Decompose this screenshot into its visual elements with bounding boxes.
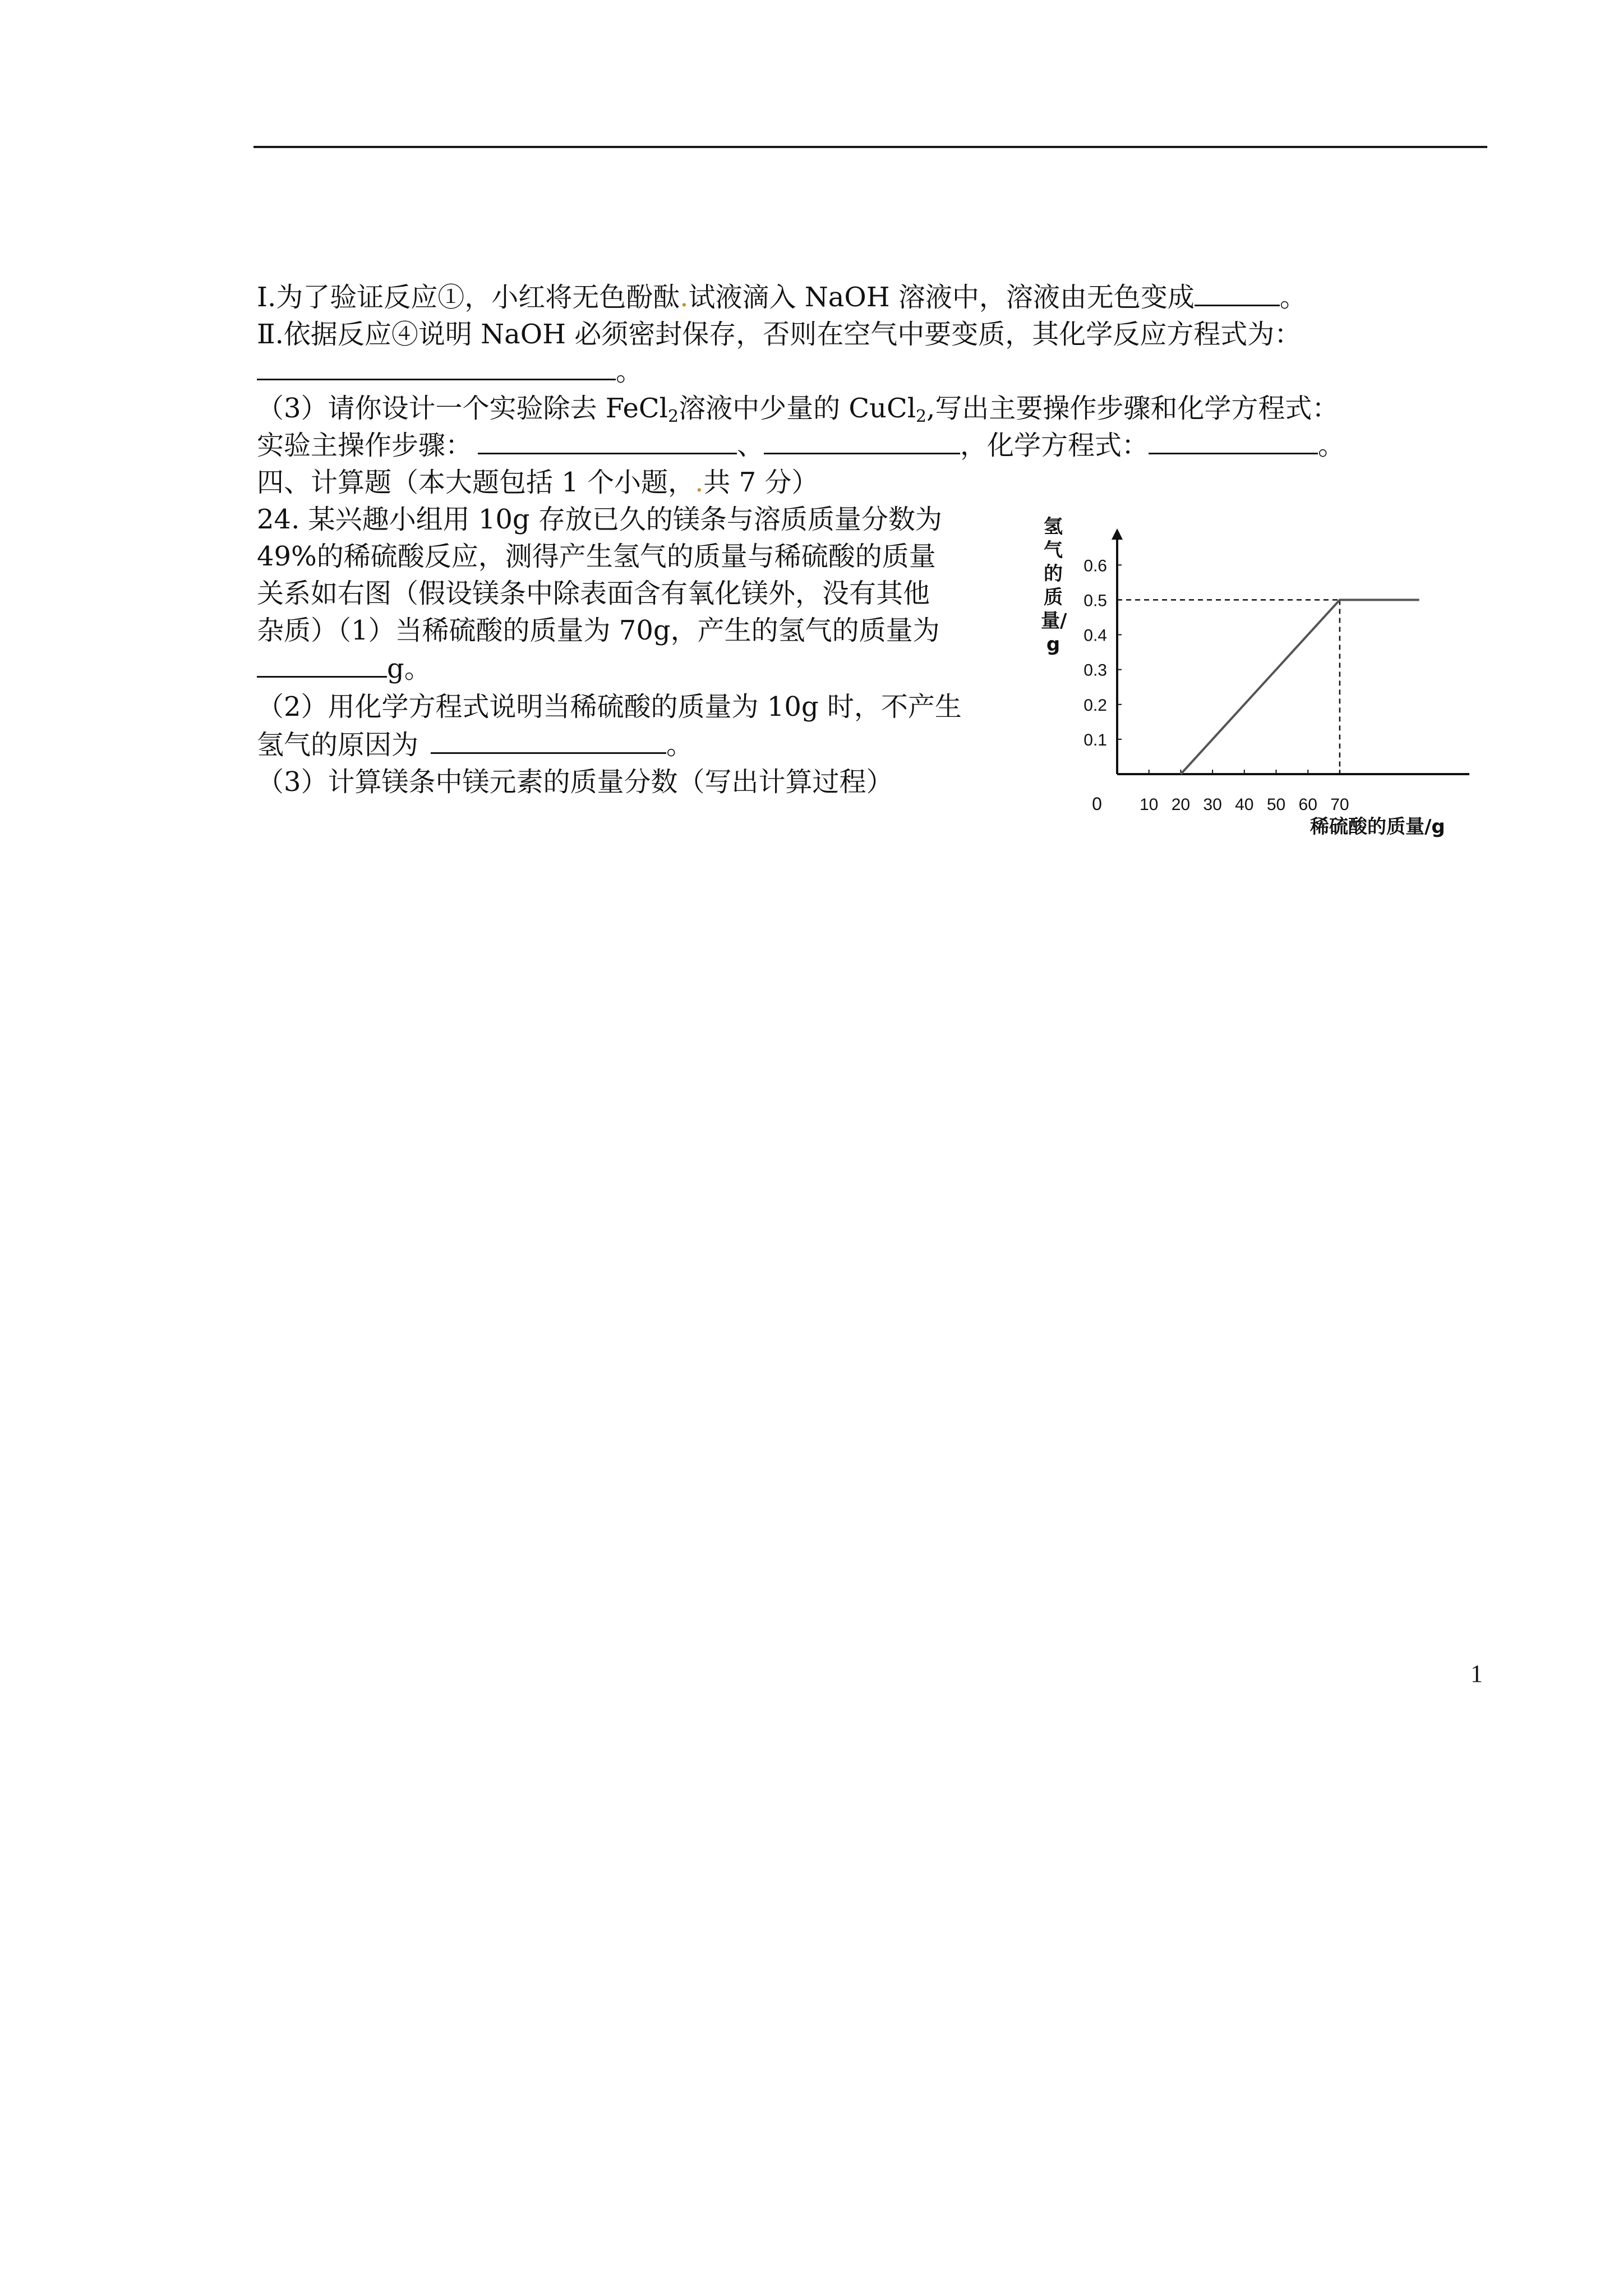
text-segment: 。 <box>616 356 643 387</box>
chart-y-axis-title: 氢气的质量/g <box>1041 516 1067 656</box>
text-segment: ,写出主要操作步骤和化学方程式： <box>926 393 1339 424</box>
subscript: 2 <box>667 407 679 426</box>
problem-24-line-2: 49%的稀硫酸反应，测得产生氢气的质量与稀硫酸的质量 <box>257 541 936 572</box>
page-number: 1 <box>1470 1660 1483 1687</box>
chart-x-tick-label: 50 <box>1266 795 1286 814</box>
chart-x-tick-label: 10 <box>1140 795 1159 814</box>
text-segment: 四、计算题（本大题包括 1 个小题， <box>257 467 695 498</box>
question-line-3 <box>257 355 643 388</box>
section-heading <box>257 466 818 499</box>
chart-layer <box>1083 528 1469 814</box>
problem-24-line-1: 24. 某兴趣小组用 10g 存放已久的镁条与溶质质量分数为 <box>257 504 942 535</box>
chart-x-tick-label: 60 <box>1298 795 1317 814</box>
chart-x-tick-label: 20 <box>1171 795 1191 814</box>
question-line-1 <box>257 280 1307 314</box>
chart-y-axis-arrow <box>1112 528 1123 540</box>
chart-y-tick-label: 0.2 <box>1083 696 1107 715</box>
hydrogen-mass-chart <box>998 505 1469 853</box>
text-segment: 。 <box>666 729 694 761</box>
subscript: 2 <box>916 407 927 426</box>
problem-24-line-7 <box>257 728 693 762</box>
stray-dot: . <box>680 282 689 313</box>
answer-blank[interactable] <box>431 729 666 754</box>
answer-blank[interactable] <box>764 429 960 454</box>
problem-24-line-8: （3）计算镁条中镁元素的质量分数（写出计算过程） <box>257 766 893 798</box>
chart-x-axis-title: 稀硫酸的质量/g <box>1310 816 1445 838</box>
text-segment: （3）请你设计一个实验除去 FeCl <box>257 393 668 424</box>
answer-blank[interactable] <box>1195 281 1280 306</box>
stray-dot: . <box>695 467 704 498</box>
text-segment: 试液滴入 NaOH 溶液中，溶液由无色变成 <box>688 282 1195 313</box>
answer-blank[interactable] <box>1149 429 1318 454</box>
problem-24-line-6: （2）用化学方程式说明当稀硫酸的质量为 10g 时，不产生 <box>257 691 962 723</box>
chart-y-tick-label: 0.4 <box>1083 626 1107 645</box>
answer-blank[interactable] <box>257 355 616 380</box>
problem-24-line-3: 关系如右图（假设镁条中除表面含有氧化镁外，没有其他 <box>257 578 930 609</box>
text-segment: Ⅰ.为了验证反应①，小红将无色酚酞 <box>257 282 680 313</box>
chart-x-tick-label: 30 <box>1203 795 1222 814</box>
text-segment: 实验主操作步骤： <box>257 430 473 461</box>
text-segment: 氢气的原因为 <box>257 729 419 761</box>
text-segment: 溶液中少量的 CuCl <box>679 393 916 424</box>
chart-y-tick-label: 0.5 <box>1083 591 1107 610</box>
chart-x-tick-label: 40 <box>1235 795 1254 814</box>
text-segment: 。 <box>1318 430 1345 461</box>
chart-y-tick-label: 0.3 <box>1083 661 1107 680</box>
text-segment: 、 <box>737 430 764 461</box>
chart-x-tick-label: 70 <box>1330 795 1349 814</box>
question-line-4 <box>257 392 1339 425</box>
header-rule <box>253 146 1487 148</box>
text-segment: g。 <box>387 653 431 684</box>
answer-blank[interactable] <box>478 429 737 454</box>
chart-series-line <box>1181 600 1419 774</box>
question-line-2: Ⅱ.依据反应④说明 NaOH 必须密封保存，否则在空气中要变质，其化学反应方程式为： <box>257 319 1302 350</box>
problem-24-line-5 <box>257 652 431 685</box>
text-segment: ，化学方程式： <box>960 430 1149 461</box>
answer-blank[interactable] <box>257 652 387 678</box>
chart-y-tick-label: 0.1 <box>1083 730 1107 749</box>
chart-y-tick-label: 0.6 <box>1083 556 1107 576</box>
question-line-5 <box>257 429 1345 462</box>
chart-origin-label: 0 <box>1092 794 1102 814</box>
text-segment: 共 7 分） <box>703 467 819 498</box>
text-segment: 。 <box>1279 282 1307 313</box>
problem-24-line-4: 杂质）（1）当稀硫酸的质量为 70g，产生的氢气的质量为 <box>257 615 940 646</box>
